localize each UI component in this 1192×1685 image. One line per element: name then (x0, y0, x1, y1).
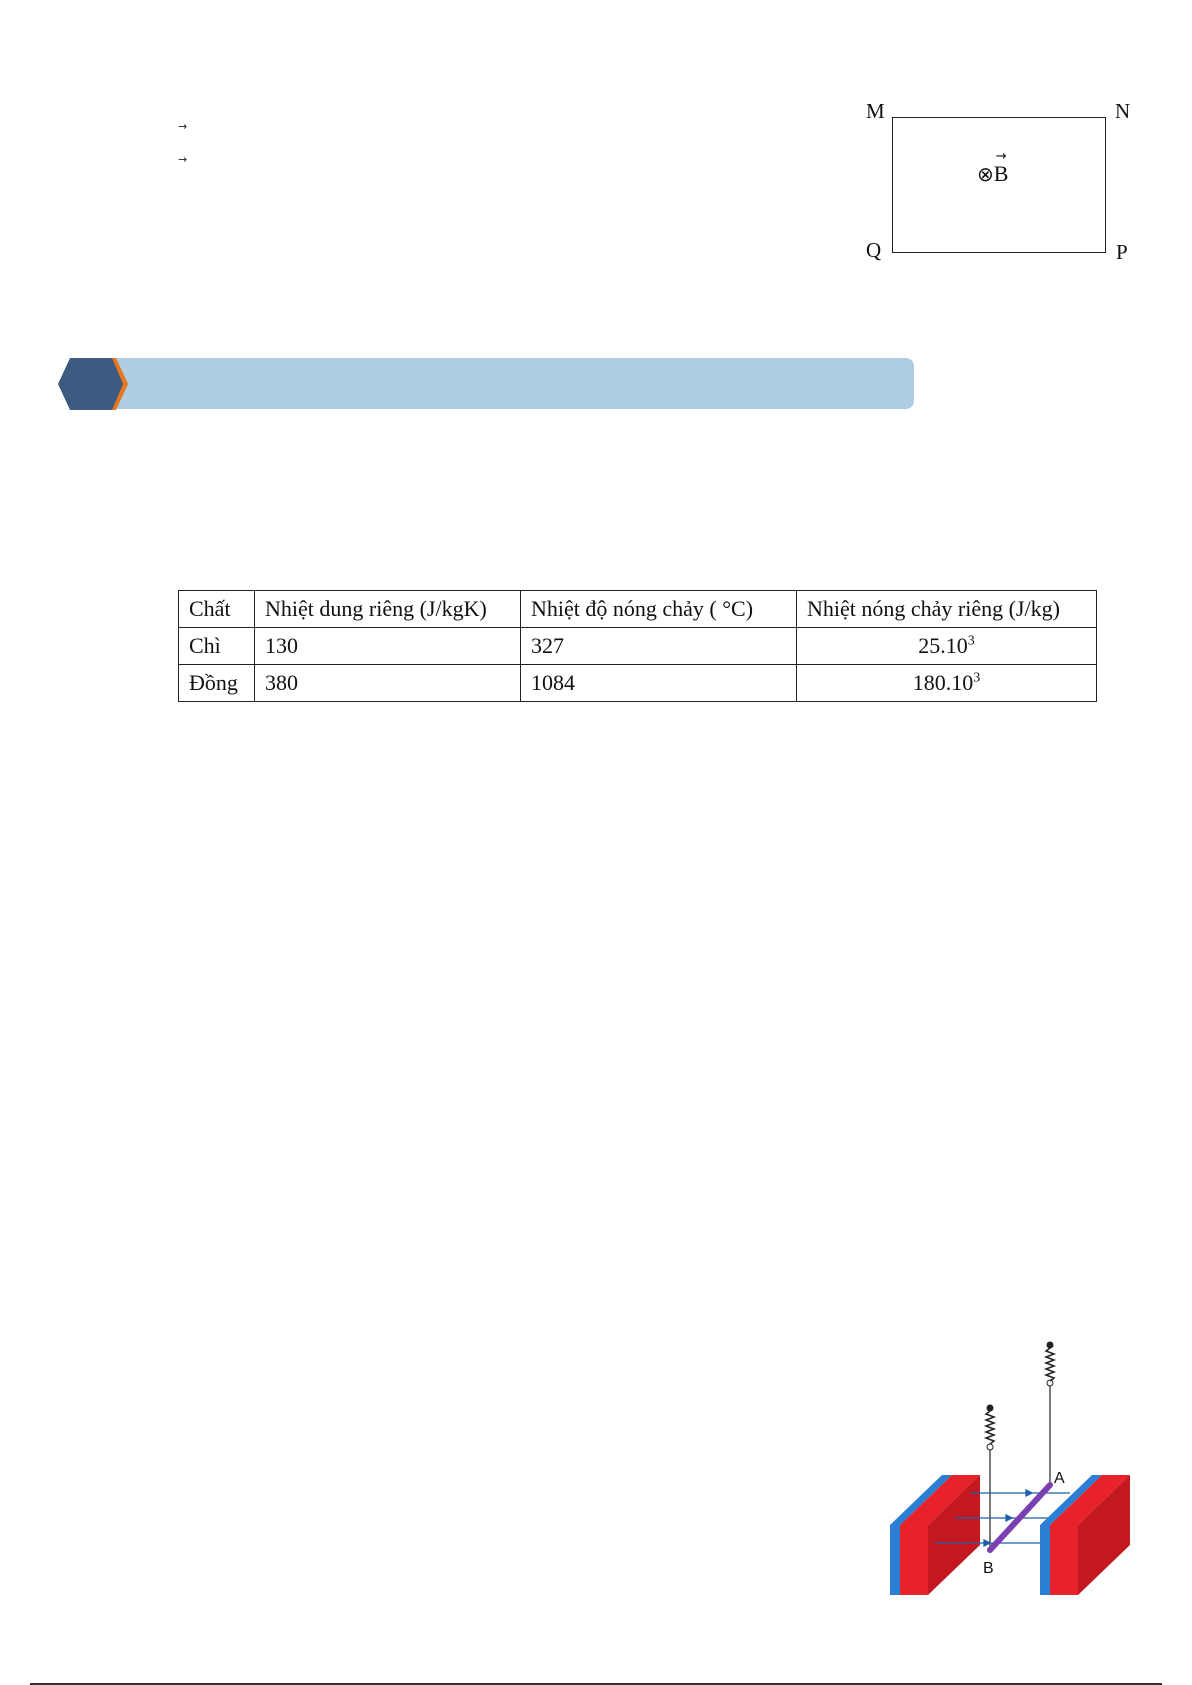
header-cell: Nhiệt nóng chảy riêng (J/kg) (797, 591, 1097, 628)
left-magnet-icon (890, 1475, 980, 1595)
latent-heat-cell (797, 665, 1097, 702)
field-vector-b: B (993, 161, 1009, 186)
corner-label-n: N (1115, 99, 1131, 123)
vector-arrow-mark: → (178, 153, 188, 166)
rod-end-label-b: B (983, 1560, 994, 1577)
header-cell: Nhiệt dung riêng (J/kgK) (255, 591, 521, 628)
latent-heat-exponent: 3 (967, 633, 975, 649)
vector-arrow-mark: → (178, 120, 188, 133)
specific-heat-cell: 130 (255, 628, 521, 665)
melting-point-cell: 1084 (521, 665, 797, 702)
spring-left-icon (986, 1405, 994, 1550)
table-row (179, 665, 1097, 702)
spring-right-icon (1046, 1342, 1054, 1485)
corner-label-p: P (1116, 240, 1128, 264)
header-cell: Nhiệt độ nóng chảy ( °C) (521, 591, 797, 628)
vector-arrow-icon: → (995, 149, 1007, 164)
corner-label-q: Q (866, 238, 882, 262)
header-cell: Chất (179, 591, 255, 628)
corner-label-m: M (866, 99, 885, 123)
rectangle-field-diagram (860, 95, 1140, 265)
table-header-row (179, 591, 1097, 628)
latent-heat-base: 25.10 (918, 633, 968, 658)
substance-cell: Chì (179, 628, 255, 665)
latent-heat-exponent: 3 (973, 670, 981, 686)
section-hexagon-icon (56, 356, 130, 412)
into-page-icon: ⊗ (977, 162, 994, 186)
latent-heat-cell (797, 628, 1097, 665)
rod-end-label-a: A (1054, 1470, 1065, 1487)
magnetic-field-label (977, 149, 1009, 187)
table-row (179, 628, 1097, 665)
specific-heat-cell: 380 (255, 665, 521, 702)
latent-heat-base: 180.10 (912, 670, 974, 695)
substance-cell: Đồng (179, 665, 255, 702)
section-banner-bar (100, 358, 914, 409)
magnet-rod-diagram (880, 1335, 1140, 1595)
melting-point-cell: 327 (521, 628, 797, 665)
thermal-properties-table (178, 590, 1097, 702)
